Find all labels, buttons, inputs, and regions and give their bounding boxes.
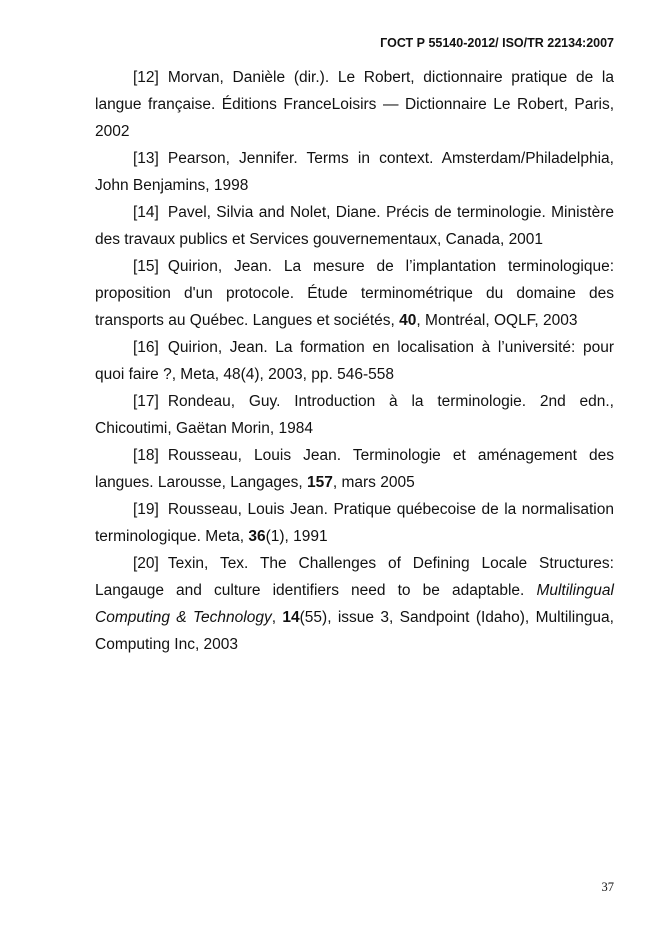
reference-item	[95, 199, 614, 253]
reference-item	[95, 496, 614, 550]
reference-item	[95, 388, 614, 442]
journal-title: Multilingual Computing & Technology	[95, 582, 614, 626]
page-number: 37	[601, 880, 614, 894]
reference-text: Texin, Tex. The Challenges of Defining Locale Structures: Langauge and culture identifiers need to be adaptable.	[95, 555, 614, 599]
reference-text: (1), 1991	[265, 528, 328, 545]
reference-text: Quirion, Jean. La mesure de l’implantation terminologique: proposition d'un protocole. Étude terminométrique du domaine des transports au Québec. Langues et sociétés,	[95, 258, 614, 329]
reference-text: ,	[271, 609, 283, 626]
reference-number: [17]	[133, 393, 159, 410]
reference-text: Quirion, Jean. La formation en localisation à l’université: pour quoi faire ?, Meta, 48(4), 2003, pp. 546-558	[95, 339, 614, 383]
reference-text: Rondeau, Guy. Introduction à la terminologie. 2nd edn., Chicoutimi, Gaëtan Morin, 1984	[95, 393, 614, 437]
document-header: ГОСТ Р 55140-2012/ ISO/TR 22134:2007	[380, 36, 614, 50]
volume-number: 40	[399, 312, 417, 329]
reference-number: [19]	[133, 501, 159, 518]
reference-text: Rousseau, Louis Jean. Pratique québecoise de la normalisation terminologique. Meta,	[95, 501, 614, 545]
reference-list	[95, 64, 614, 658]
reference-text: , Montréal, OQLF, 2003	[416, 312, 578, 329]
reference-item	[95, 334, 614, 388]
reference-number: [16]	[133, 339, 159, 356]
reference-item	[95, 145, 614, 199]
reference-item	[95, 64, 614, 145]
reference-item	[95, 550, 614, 658]
reference-number: [18]	[133, 447, 159, 464]
reference-text: Pearson, Jennifer. Terms in context. Amsterdam/Philadelphia, John Benjamins, 1998	[95, 150, 614, 194]
reference-text: Rousseau, Louis Jean. Terminologie et aménagement des langues. Larousse, Langages,	[95, 447, 614, 491]
reference-number: [13]	[133, 150, 159, 167]
reference-number: [15]	[133, 258, 159, 275]
reference-text: (55), issue 3, Sandpoint (Idaho), Multilingua, Computing Inc, 2003	[95, 609, 614, 653]
reference-number: [12]	[133, 69, 159, 86]
volume-number: 36	[248, 528, 266, 545]
reference-number: [14]	[133, 204, 159, 221]
reference-text: , mars 2005	[332, 474, 415, 491]
reference-number: [20]	[133, 555, 159, 572]
reference-item	[95, 442, 614, 496]
reference-text: Pavel, Silvia and Nolet, Diane. Précis de terminologie. Ministère des travaux publics et Services gouvernementaux, Canada, 2001	[95, 204, 614, 248]
reference-text: Morvan, Danièle (dir.). Le Robert, dictionnaire pratique de la langue française. Éditions FranceLoisirs — Dictionnaire Le Robert, Paris, 2002	[95, 69, 614, 140]
reference-item	[95, 253, 614, 334]
volume-number: 14	[282, 609, 300, 626]
volume-number: 157	[307, 474, 333, 491]
